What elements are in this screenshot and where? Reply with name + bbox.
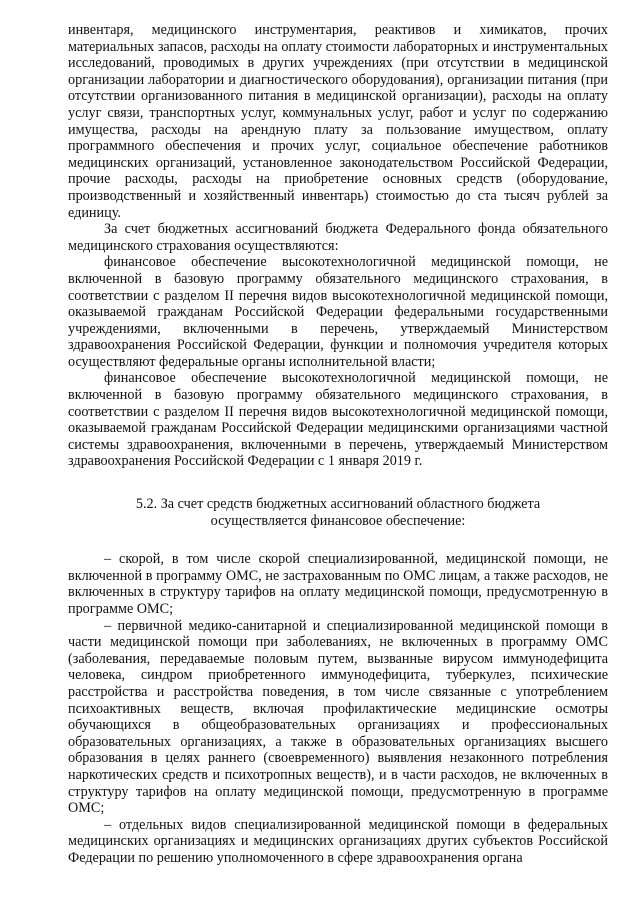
paragraph-hightech-federal-institutions: финансовое обеспечение высокотехнологичной медицинской помощи, не включенной в базовую программу обязательного медицинского страхования, в соответствии с разделом II перечня видов высокотехнологичной медицинской помощи, оказываемой гражданам Российской Федерации федеральными государственными учреждениями, включенными в перечень, утверждаемый Министерством здравоохранения Российской Федерации, функции и полномочия учредителя которых осуществляют федеральные органы исполнительной власти; [68, 254, 608, 370]
paragraph-primary-specialized-care: – первичной медико-санитарной и специализированной медицинской помощи в части медицинской помощи при заболеваниях, не включенных в программу ОМС (заболевания, передаваемые половым путем, вызванные вирусом иммунодефицита человека, синдром приобретенного иммунодефицита, туберкулез, психические расстройства и расстройства поведения, в том числе связанные с употреблением психоактивных веществ, включая профилактические медицинские осмотры обучающихся в общеобразовательных организациях и профессиональных образовательных организациях, а также в образовательных организациях высшего образования в целях раннего (своевременного) выявления незаконного потребления наркотических средств и психотропных веществ), и в части расходов, не включенных в структуру тарифов на оплату медицинской помощи, предусмотренную в программе ОМС; [68, 617, 608, 817]
paragraph-hightech-private-organizations: финансовое обеспечение высокотехнологичной медицинской помощи, не включенной в базовую программу обязательного медицинского страхования, в соответствии с разделом II перечня видов высокотехнологичной медицинской помощи, оказываемой гражданам Российской Федерации медицинскими организациями частной системы здравоохранения, включенными в перечень, утверждаемый Министерством здравоохранения Российской Федерации с 1 января 2019 г. [68, 370, 608, 470]
paragraph-emergency-care: – скорой, в том числе скорой специализированной, медицинской помощи, не включенной в программу ОМС, не застрахованным по ОМС лицам, а также расходов, не включенных в структуру тарифов на оплату медицинской помощи, предусмотренную в программе ОМС; [68, 551, 608, 617]
paragraph-federal-fund-intro: За счет бюджетных ассигнований бюджета Федерального фонда обязательного медицинского страхования осуществляются: [68, 221, 608, 254]
section-heading-5-2: 5.2. За счет средств бюджетных ассигнований областного бюджета осуществляется финансовое обеспечение: [135, 496, 541, 529]
paragraph-expenses-continuation: инвентаря, медицинского инструментария, реактивов и химикатов, прочих материальных запасов, расходы на оплату стоимости лабораторных и инструментальных исследований, проводимых в других учреждениях (при отсутствии в медицинской организации лаборатории и диагностического оборудования), организации питания (при отсутствии организованного питания в медицинской организации), расходы на оплату услуг связи, транспортных услуг, коммунальных услуг, работ и услуг по содержанию имущества, расходы на арендную плату за пользование имуществом, оплату программного обеспечения и прочих услуг, социальное обеспечение работников медицинских организаций, установленное законодательством Российской Федерации, прочие расходы, расходы на приобретение основных средств (оборудование, производственный и хозяйственный инвентарь) стоимостью до ста тысяч рублей за единицу. [68, 22, 608, 221]
section-spacer [68, 529, 608, 551]
paragraph-specialized-federal-organizations: – отдельных видов специализированной медицинской помощи в федеральных медицинских организациях и медицинских организациях других субъектов Российской Федерации по решению уполномоченного в сфере здравоохранения органа [68, 816, 608, 866]
document-page [68, 22, 608, 867]
